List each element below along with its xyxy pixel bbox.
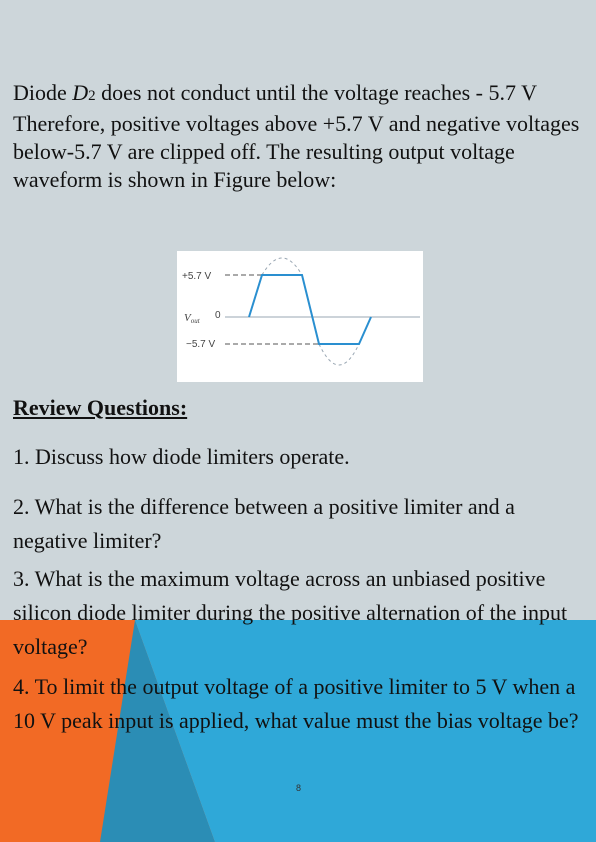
zero-label: 0 — [215, 310, 221, 321]
clipped-peak-bottom — [319, 344, 359, 365]
clipped-peak-top — [262, 258, 302, 275]
vout-letter: V — [184, 312, 191, 324]
question-1: 1. Discuss how diode limiters operate. — [13, 444, 350, 469]
output-waveform — [249, 275, 371, 344]
waveform-figure — [177, 251, 423, 382]
intro-paragraph — [13, 79, 583, 194]
vout-subscript: out — [190, 317, 200, 325]
pos-voltage-label: +5.7 V — [182, 271, 212, 282]
question-4: 4. To limit the output voltage of a positive limiter to 5 V when a 10 V peak input is applied, what value must the bias voltage be? — [13, 674, 579, 733]
waveform-svg — [177, 251, 423, 382]
text-after-diode: does not conduct until the voltage reaches - 5.7 V Therefore, positive voltages above +5.7 V and negative voltages below-5.7 V are clipped off. The resulting output voltage waveform is shown in Figure below: — [13, 80, 580, 192]
question-3: 3. What is the maximum voltage across an unbiased positive silicon diode limiter during the positive alternation of the input voltage? — [13, 566, 568, 659]
diode-subscript: 2 — [88, 88, 96, 104]
neg-voltage-label: −5.7 V — [186, 339, 216, 350]
text-before-diode: Diode — [13, 80, 73, 105]
page-number: 8 — [296, 783, 302, 793]
diode-letter: D — [72, 80, 89, 105]
review-heading: Review Questions: — [13, 395, 188, 420]
vout-label — [184, 312, 201, 325]
question-2: 2. What is the difference between a positive limiter and a negative limiter? — [13, 494, 515, 553]
